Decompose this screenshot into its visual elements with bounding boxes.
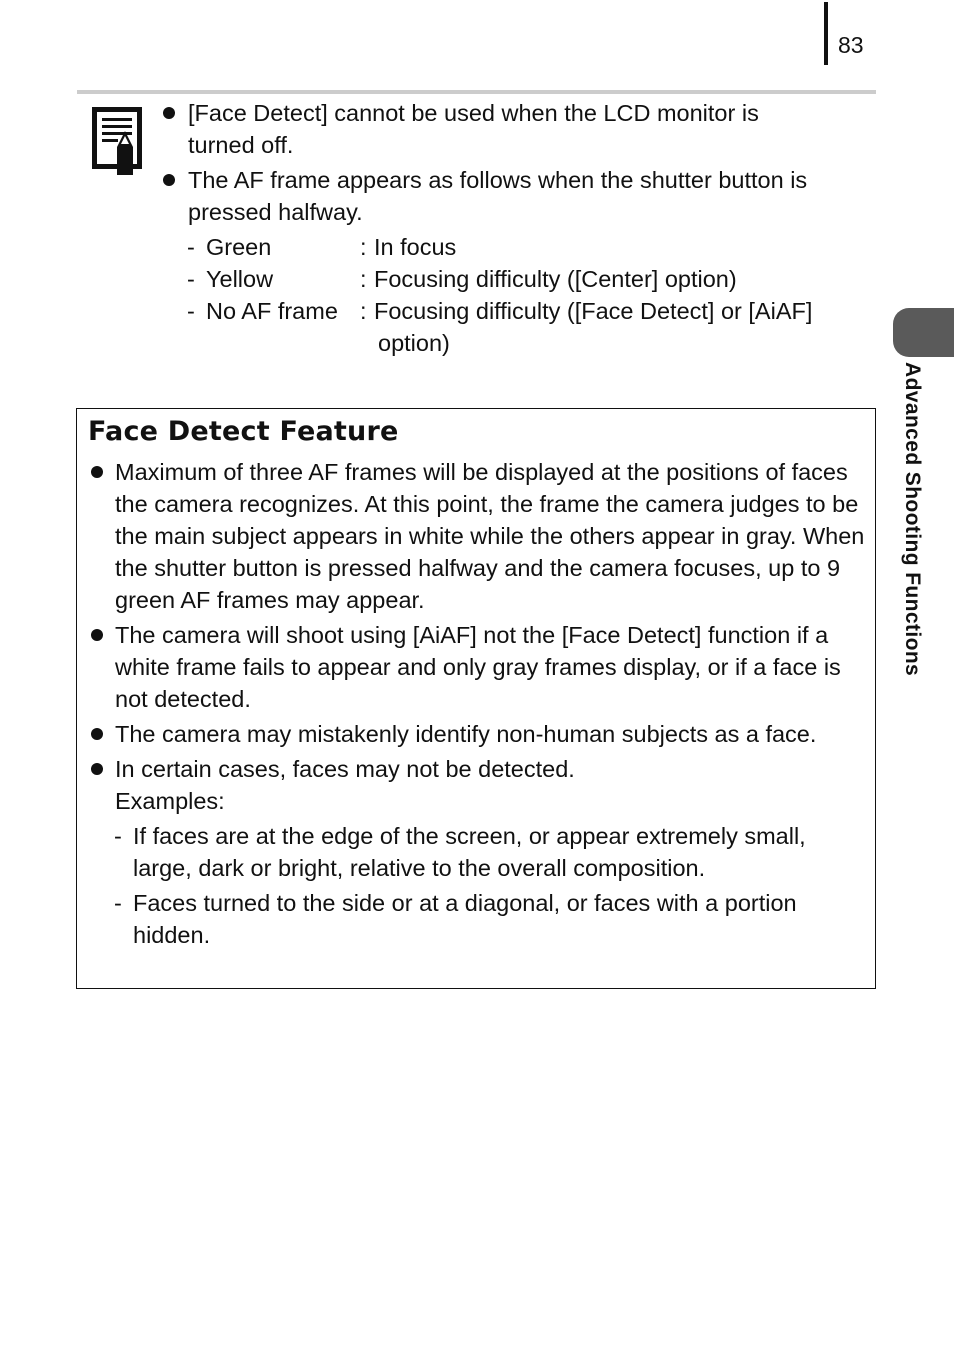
chapter-side-label: Advanced Shooting Functions <box>901 362 924 677</box>
example-item <box>87 887 867 951</box>
example-text: Faces turned to the side or at a diagonal, or faces with a portion hidden. <box>133 890 797 948</box>
af-frame-row-yellow <box>160 263 876 295</box>
bullet-dot <box>91 466 103 478</box>
feature-bullet <box>87 753 867 817</box>
feature-bullet <box>87 619 867 715</box>
memo-pencil-icon <box>91 103 145 175</box>
page-number-rule <box>824 2 828 65</box>
feature-bullet-text: The camera may mistakenly identify non-human subjects as a face. <box>115 721 817 747</box>
colon: : <box>360 234 367 260</box>
top-separator <box>77 90 876 94</box>
feature-bullet <box>87 718 867 750</box>
dash: - <box>114 823 122 849</box>
bullet-dot <box>163 107 175 119</box>
examples-label: Examples: <box>115 788 225 814</box>
dash: - <box>187 266 195 292</box>
bullet-dot <box>91 763 103 775</box>
dash: - <box>187 234 195 260</box>
note-line: The AF frame appears as follows when the shutter button is <box>188 167 808 193</box>
colon: : <box>360 266 367 292</box>
feature-body <box>87 456 867 951</box>
dash: - <box>187 298 195 324</box>
notes-section <box>160 97 876 359</box>
frame-desc: In focus <box>374 234 457 260</box>
page-number: 83 <box>838 32 864 58</box>
feature-bullet <box>87 456 867 616</box>
note-line: turned off. <box>188 132 294 158</box>
frame-desc: Focusing difficulty ([Face Detect] or [AiAF] <box>374 298 813 324</box>
example-item <box>87 820 867 884</box>
frame-term: Green <box>206 234 272 260</box>
bullet-dot <box>91 629 103 641</box>
dash: - <box>114 890 122 916</box>
note-line: pressed halfway. <box>188 199 363 225</box>
note-bullet-lcd <box>160 97 876 161</box>
bullet-dot <box>91 728 103 740</box>
chapter-tab <box>893 308 954 357</box>
af-frame-continuation: option) <box>378 330 450 356</box>
af-frame-list <box>160 231 876 359</box>
feature-bullet-text: The camera will shoot using [AiAF] not the [Face Detect] function if a white frame fails to appear and only gray frames display, or if a face is not detected. <box>115 622 841 712</box>
frame-term: Yellow <box>206 266 274 292</box>
example-text: If faces are at the edge of the screen, or appear extremely small, large, dark or bright, relative to the overall composition. <box>133 823 806 881</box>
face-detect-feature-box <box>76 408 876 989</box>
feature-title: Face Detect Feature <box>88 416 399 447</box>
note-bullet-af-frame <box>160 164 876 228</box>
frame-desc: Focusing difficulty ([Center] option) <box>374 266 737 292</box>
af-frame-row-none <box>160 295 876 327</box>
feature-bullet-text: Maximum of three AF frames will be displayed at the positions of faces the camera recognizes. At this point, the frame the camera judges to be the main subject appears in white while the others appear in gray. When the shutter button is pressed halfway and the camera focuses, up to 9 green AF frames may appear. <box>115 459 865 613</box>
colon: : <box>360 298 367 324</box>
feature-bullet-text: In certain cases, faces may not be detected. <box>115 756 575 782</box>
note-line: [Face Detect] cannot be used when the LCD monitor is <box>188 100 759 126</box>
frame-term: No AF frame <box>206 298 338 324</box>
af-frame-row-green <box>160 231 876 263</box>
bullet-dot <box>163 174 175 186</box>
